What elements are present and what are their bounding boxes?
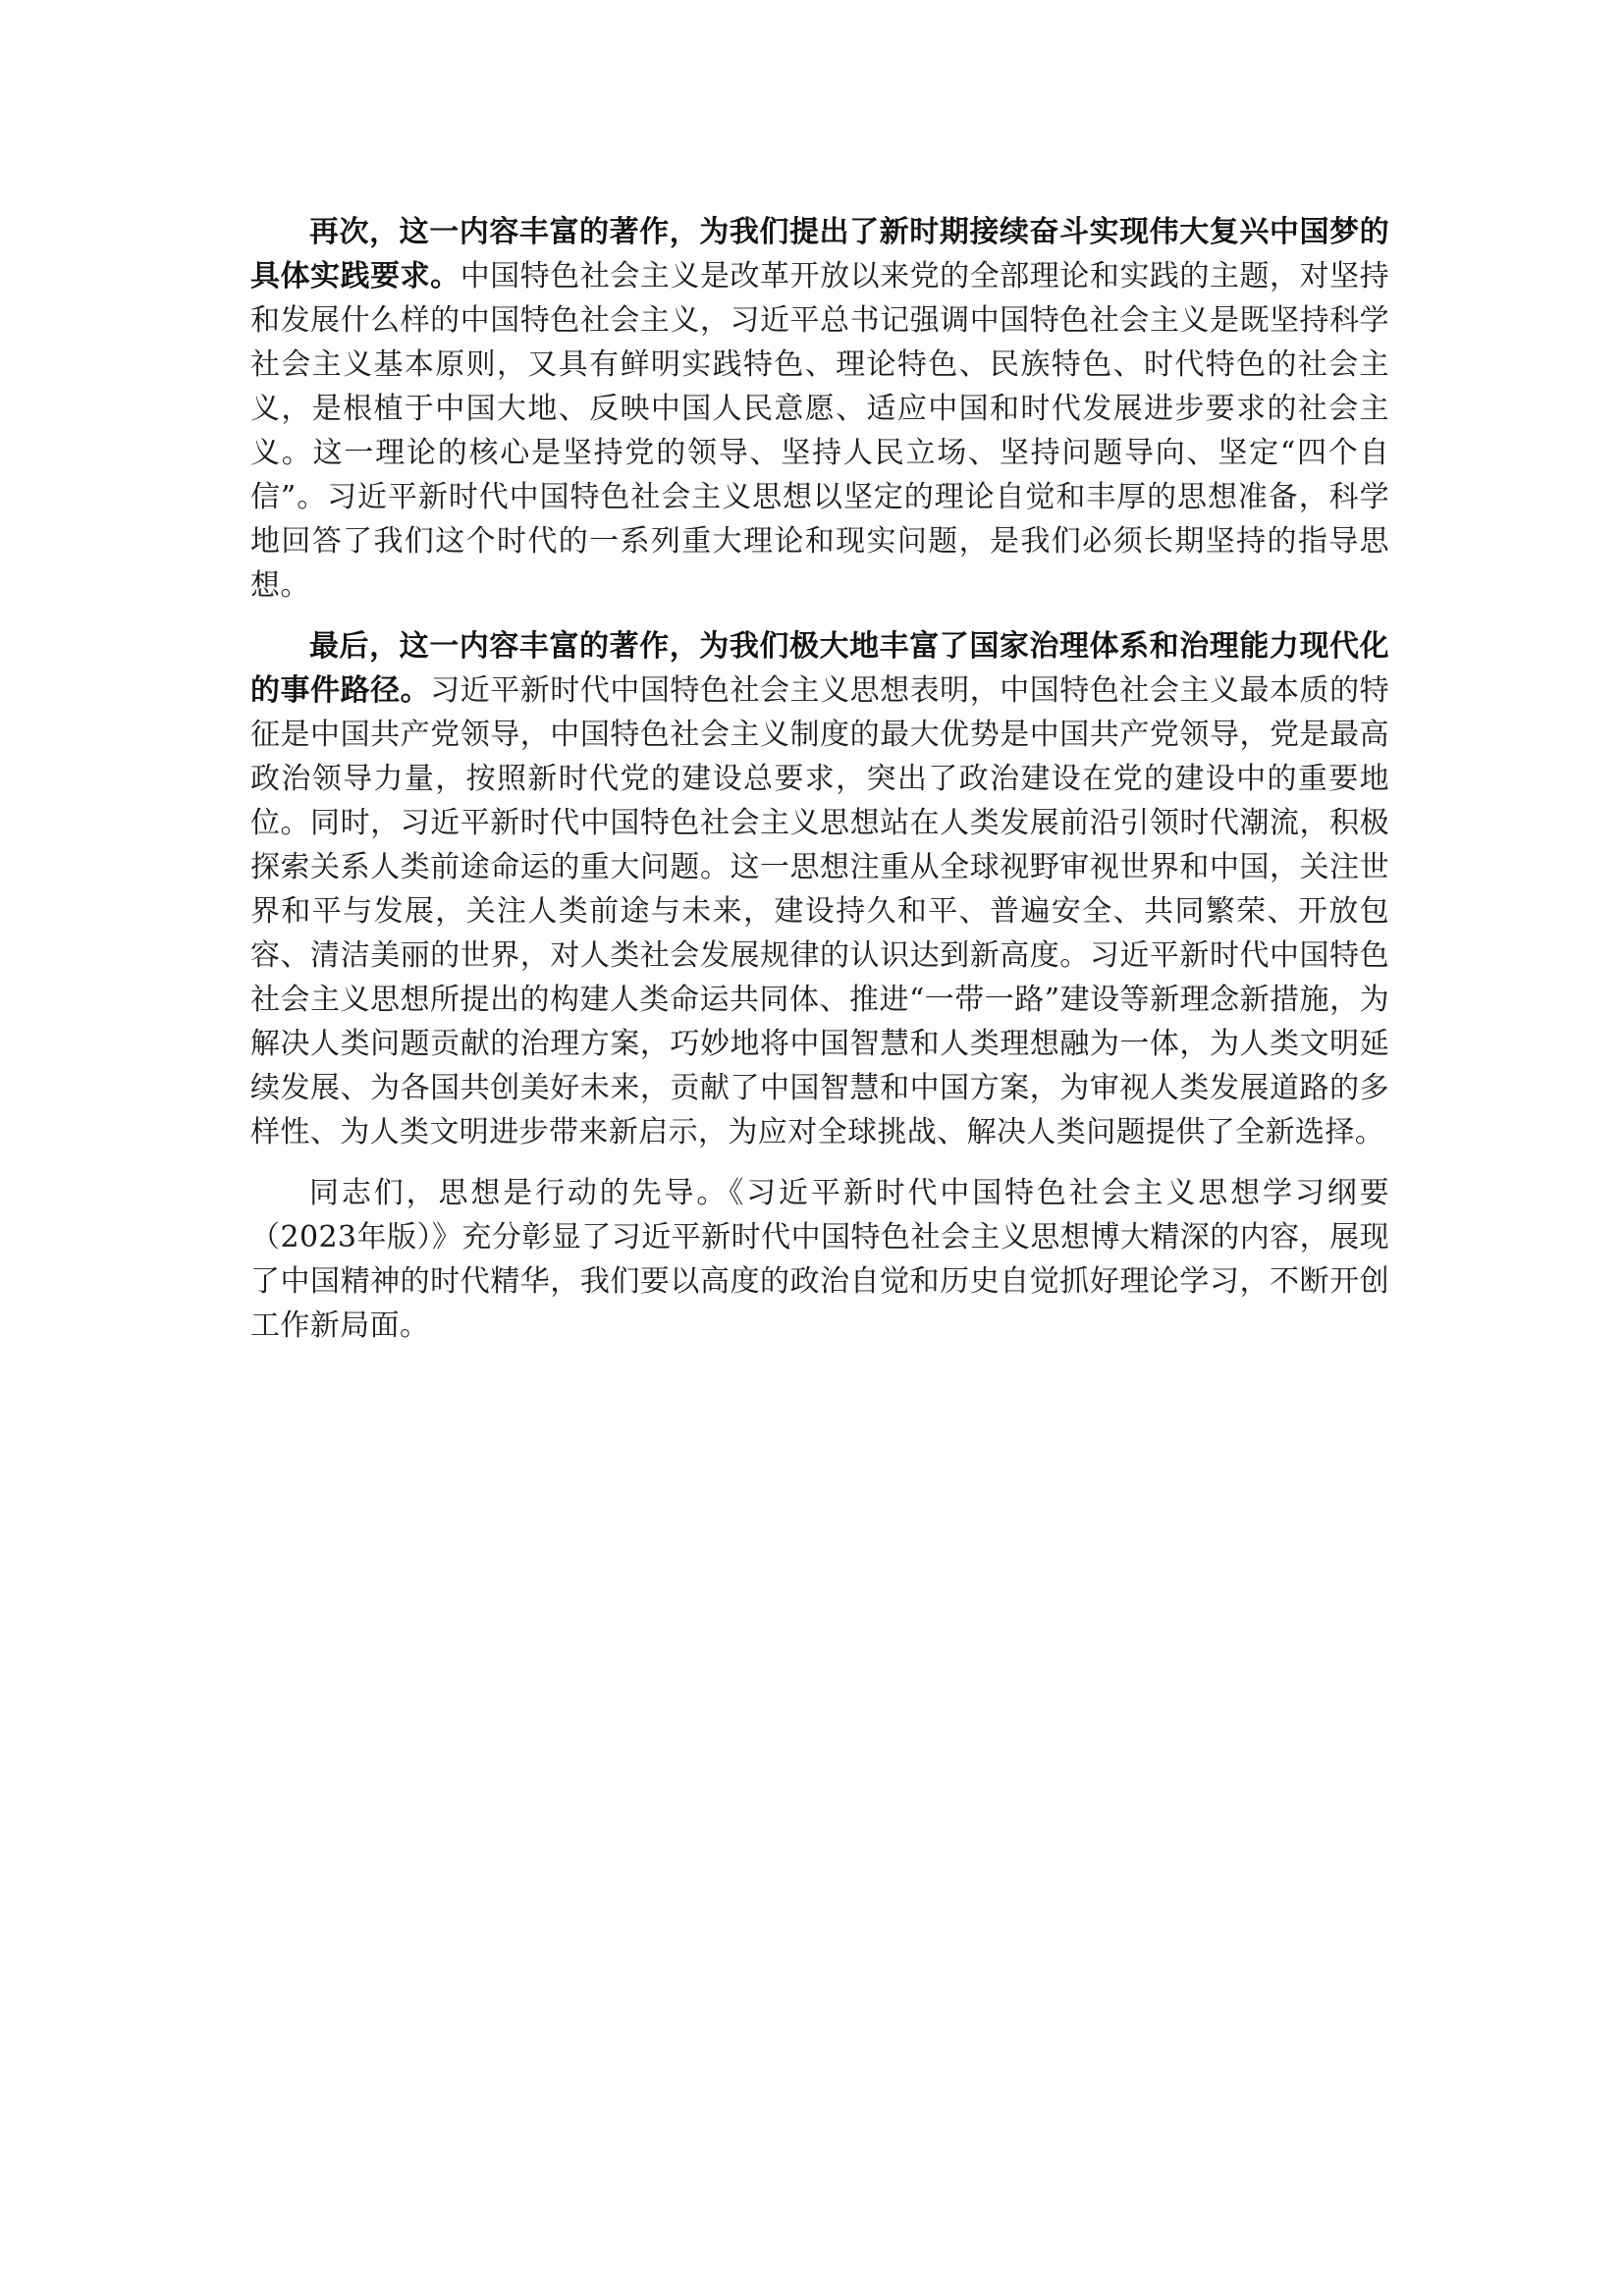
paragraph-again-body: 中国特色社会主义是改革开放以来党的全部理论和实践的主题，对坚持和发展什么样的中国特色社会主义，习近平总书记强调中国特色社会主义是既坚持科学社会主义基本原则，又具有鲜明实践特色、理论特色、民族特色、时代特色的社会主义，是根植于中国大地、反映中国人民意愿、适应中国和时代发展进步要求的社会主义。这一理论的核心是坚持党的领导、坚持人民立场、坚持问题导向、坚定“四个自信”。习近平新时代中国特色社会主义思想以坚定的理论自觉和丰厚的思想准备，科学地回答了我们这个时代的一系列重大理论和现实问题，是我们必须长期坚持的指导思想。 [250,259,1389,603]
paragraph-again [250,210,1389,608]
paragraph-again-lead: 再次，这一内容丰富的著作，为我们提出了新时期接续奋斗实现伟大复兴中国梦的具体实践要求。 [250,215,1389,294]
paragraph-conclusion [250,1171,1389,1348]
paragraph-conclusion-body: 同志们，思想是行动的先导。《习近平新时代中国特色社会主义思想学习纲要（2023年版）》充分彰显了习近平新时代中国特色社会主义思想博大精深的内容，展现了中国精神的时代精华，我们要以高度的政治自觉和历史自觉抓好理论学习，不断开创工作新局面。 [250,1176,1389,1343]
paragraph-finally-lead: 最后，这一内容丰富的著作，为我们极大地丰富了国家治理体系和治理能力现代化的事件路径。 [250,629,1389,708]
document-body [250,210,1389,1364]
paragraph-finally-body: 习近平新时代中国特色社会主义思想表明，中国特色社会主义最本质的特征是中国共产党领导，中国特色社会主义制度的最大优势是中国共产党领导，党是最高政治领导力量，按照新时代党的建设总要求，突出了政治建设在党的建设中的重要地位。同时，习近平新时代中国特色社会主义思想站在人类发展前沿引领时代潮流，积极探索关系人类前途命运的重大问题。这一思想注重从全球视野审视世界和中国，关注世界和平与发展，关注人类前途与未来，建设持久和平、普遍安全、共同繁荣、开放包容、清洁美丽的世界，对人类社会发展规律的认识达到新高度。习近平新时代中国特色社会主义思想所提出的构建人类命运共同体、推进“一带一路”建设等新理念新措施，为解决人类问题贡献的治理方案，巧妙地将中国智慧和人类理想融为一体，为人类文明延续发展、为各国共创美好未来，贡献了中国智慧和中国方案，为审视人类发展道路的多样性、为人类文明进步带来新启示，为应对全球挑战、解决人类问题提供了全新选择。 [250,673,1389,1149]
paragraph-finally [250,624,1389,1154]
